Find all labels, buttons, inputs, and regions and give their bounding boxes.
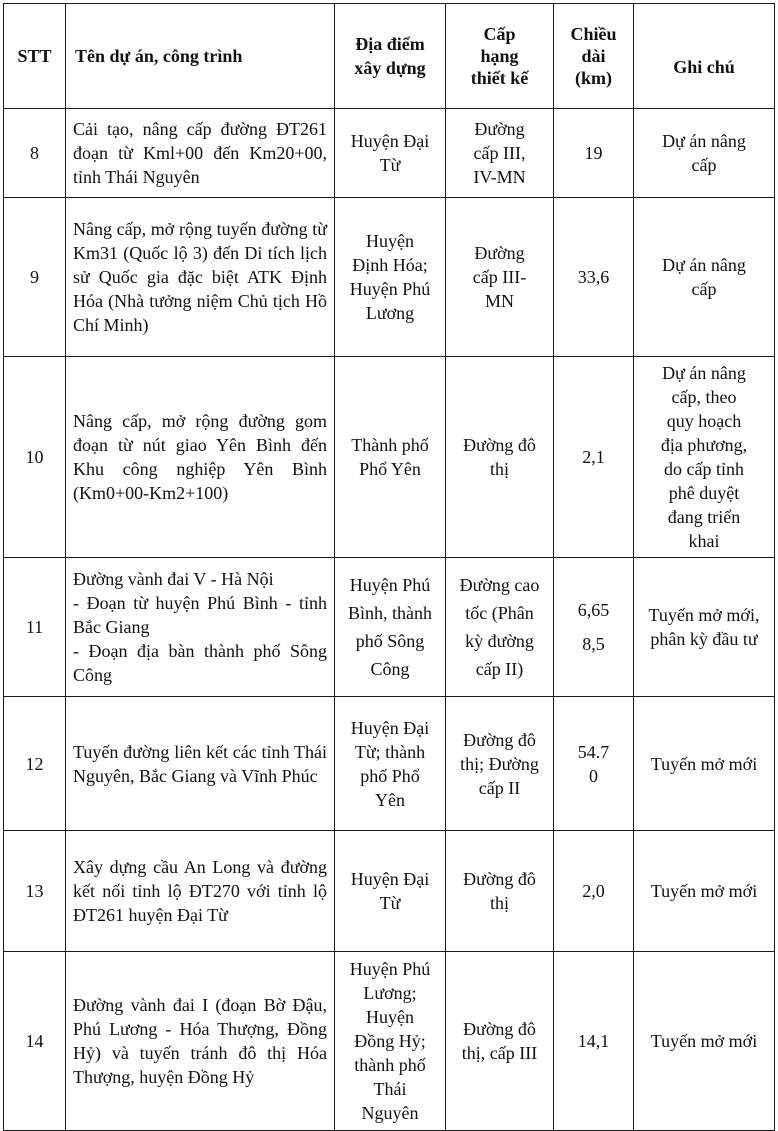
table-row [4,558,775,697]
cell-note: Tuyến mở mới [634,697,775,831]
cell-name-line: - Đoạn địa bàn thành phố Sông Công [73,641,327,685]
cell-location-line: Huyện Phú [349,279,431,299]
cell-location-line: Phổ Yên [359,459,421,479]
cell-grade-line: cấp III, [473,143,526,163]
cell-location-line: Công [370,659,410,679]
project-table [3,3,775,1131]
table-row [4,831,775,952]
header-location-line: Địa điểm [355,34,425,54]
cell-location-line: Từ; thành [354,741,426,762]
cell-grade-line: thị; Đường [460,753,539,774]
table-row [4,109,775,198]
cell-length-gap [561,622,626,632]
cell-location-line: Thái [373,1079,407,1099]
cell-location-line: Thành phố [351,435,429,455]
cell-stt: 10 [4,357,66,558]
header-location-line: xây dựng [354,58,426,78]
cell-stt: 12 [4,697,66,831]
cell-grade-line: Đường đô [463,1019,536,1039]
cell-length-line: 0 [589,765,598,786]
cell-length-line: 54.7 [577,741,610,762]
cell-stt: 11 [4,558,66,697]
cell-location-line: Yên [375,789,405,810]
cell-length: 2,0 [554,831,634,952]
cell-note-line: Dự án nâng [662,363,746,383]
cell-location [335,697,446,831]
cell-grade-line: tốc (Phân [465,603,534,623]
cell-length-value: 6,65 [577,600,610,620]
cell-grade [446,357,554,558]
cell-note [634,558,775,697]
cell-location-line: Huyện Đại [350,717,430,738]
cell-location-line: Lương; [363,983,417,1003]
cell-project-name: Đường vành đai I (đoạn Bờ Đậu, Phú Lương - Hóa Thượng, Đồng Hỷ) và tuyến tránh đô thị Hóa Thượng, huyện Đồng Hỷ [66,952,335,1131]
cell-note: Tuyến mở mới [634,952,775,1131]
cell-note-line: Dự án nâng [662,255,746,275]
cell-project-name: Xây dựng cầu An Long và đường kết nối tỉnh lộ ĐT270 với tỉnh lộ ĐT261 huyện Đại Từ [66,831,335,952]
cell-note-line: do cấp tỉnh [664,459,744,479]
cell-stt: 9 [4,198,66,357]
cell-note-line: phê duyệt [668,483,740,503]
cell-location-line: Huyện [366,1007,414,1027]
header-row [4,4,775,109]
cell-length: 2,1 [554,357,634,558]
cell-location [335,558,446,697]
cell-note-line: phân kỳ đầu tư [650,629,758,649]
table-row [4,952,775,1131]
cell-grade-line: Đường [474,243,525,263]
cell-grade-line: cấp III- [472,267,527,287]
cell-grade-line: thị [489,459,509,479]
cell-project-name: Nâng cấp, mở rộng tuyến đường từ Km31 (Quốc lộ 3) đến Di tích lịch sử Quốc gia đặc biệt ATK Định Hóa (Nhà tưởng niệm Chủ tịch Hồ Chí Minh) [66,198,335,357]
cell-grade [446,697,554,831]
cell-note-line: cấp [691,155,717,175]
cell-stt: 13 [4,831,66,952]
header-length-line: Chiều [570,24,617,44]
cell-length [554,558,634,697]
cell-location-line: thành phố [354,1055,426,1075]
cell-location-line: phố Phổ [360,765,420,786]
cell-location: Huyện Đại Từ [335,109,446,198]
cell-grade-line: Đường đô [463,729,536,750]
cell-grade [446,198,554,357]
header-project-name: Tên dự án, công trình [66,4,335,109]
cell-grade-line: thị [489,893,509,913]
cell-location [335,357,446,558]
cell-name-line: - Đoạn từ huyện Phú Bình - tỉnh Bắc Giang [73,593,327,637]
cell-grade-line: Đường đô [463,869,536,889]
cell-location [335,831,446,952]
cell-location-line: Bình, thành [348,603,432,623]
header-grade [446,4,554,109]
cell-note-line: cấp [691,279,717,299]
cell-location-line: Huyện [366,231,414,251]
cell-grade [446,831,554,952]
cell-name-line: Đường vành đai V - Hà Nội [73,569,274,589]
header-grade-line: Cấp [483,24,516,44]
cell-note-line: khai [688,531,720,551]
table-row [4,357,775,558]
cell-grade-line: Đường [474,119,525,139]
cell-grade-line: kỳ đường [465,631,534,651]
cell-grade [446,558,554,697]
cell-length: 14,1 [554,952,634,1131]
cell-length [554,697,634,831]
cell-project-name: Nâng cấp, mở rộng đường gom đoạn từ nút giao Yên Bình đến Khu công nghiệp Yên Bình (Km0+00-Km2+100) [66,357,335,558]
header-length [554,4,634,109]
cell-location-line: Từ [379,893,401,913]
cell-stt: 14 [4,952,66,1131]
cell-location-line: Nguyên [361,1103,419,1123]
cell-note [634,198,775,357]
cell-location [335,198,446,357]
cell-location-line: Huyện Đại [350,869,430,889]
cell-project-name [66,558,335,697]
cell-note-line: Tuyến mở mới, [648,605,760,625]
cell-note [634,109,775,198]
cell-grade-line: Đường cao [459,575,540,595]
cell-note-line: cấp, theo [671,387,737,407]
cell-project-name: Cải tạo, nâng cấp đường ĐT261 đoạn từ Kml+00 đến Km20+00, tỉnh Thái Nguyên [66,109,335,198]
table-row [4,198,775,357]
cell-grade-line: MN [484,291,514,311]
cell-stt: 8 [4,109,66,198]
cell-project-name: Tuyến đường liên kết các tỉnh Thái Nguyên, Bắc Giang và Vĩnh Phúc [66,697,335,831]
cell-location-line: Huyện Phú [349,959,431,979]
cell-location-line: Huyện Phú [349,575,431,595]
table-row [4,697,775,831]
cell-grade [446,952,554,1131]
cell-grade [446,109,554,198]
cell-note [634,357,775,558]
cell-location [335,952,446,1131]
cell-note: Tuyến mở mới [634,831,775,952]
cell-grade-line: Đường đô [463,435,536,455]
header-grade-line: hạng [480,46,519,66]
header-length-line: dài [581,46,606,66]
document-page [3,3,775,1131]
cell-location-line: Lương [365,303,415,323]
header-note: Ghi chú [634,4,775,109]
cell-note-line: Dự án nâng [662,131,746,151]
cell-grade-line: thị, cấp III [461,1043,538,1063]
header-stt: STT [4,4,66,109]
cell-grade-line: cấp II) [475,659,524,679]
header-grade-line: thiết kế [470,68,529,88]
cell-length: 33,6 [554,198,634,357]
header-location [335,4,446,109]
cell-grade-line: cấp II [478,777,521,798]
cell-location-line: Định Hóa; [352,255,428,275]
header-length-line: (km) [575,68,612,88]
cell-grade-line: IV-MN [473,167,526,187]
cell-note-line: quy hoạch [666,411,742,431]
cell-note-line: địa phương, [660,435,748,455]
cell-length: 19 [554,109,634,198]
cell-location-line: Đồng Hỷ; [354,1031,426,1051]
cell-length-value: 8,5 [582,634,605,654]
cell-location-line: phố Sông [355,631,425,651]
cell-note-line: đang triển [667,507,741,527]
